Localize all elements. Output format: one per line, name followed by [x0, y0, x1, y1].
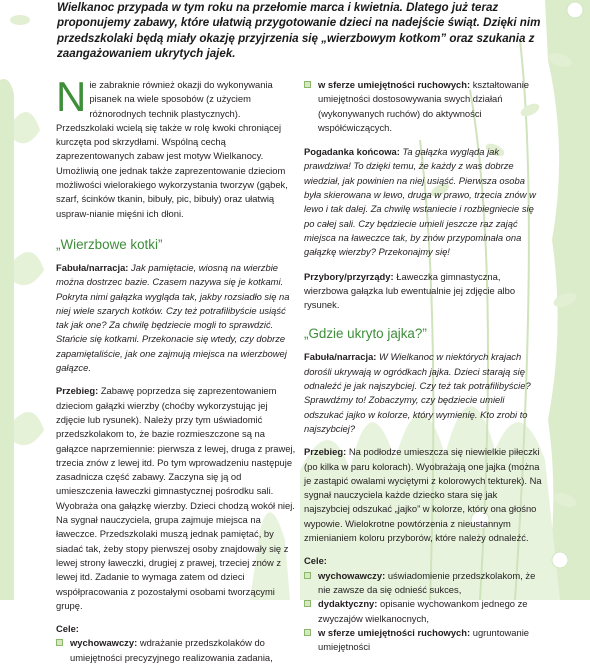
bullet-square-icon [304, 600, 311, 607]
procedure-paragraph: Przebieg: Zabawę poprzedza się zaprezentowaniem dzieciom gałązki wierzby (choćby wykorzystując jej zdjęcie lub rysunek). Należy przy tym uświadomić przedszkolakom to, że bazie rozmieszczone są na gałązce naprzemiennie: pierwsza z lewej, druga z prawej, trzecia znów z lewej itd. Po tym wprowadzeniu następuje zasadnicza część zabawy. Zaczyna się ją od umieszczenia ławeczki gimnastycznej pośrodku sali. Wyobraża ona gałązkę wierzby. Dzieci chodzą wokół niej. Na sygnał nauczyciela, grupa zajmuje miejsca na ławeczce. Przedszkolaki muszą jednak pamiętać, by siadać tak, żeby stopy pierwszej osoby znajdowały się z lewej strony ławeczki, drugiej z prawej, trzeciej znów z lewej itd. Zadanie to wymaga zatem od dzieci współpracowania z pozostałymi osobami tworzącymi grupę. [56, 385, 296, 611]
goal-item: wychowawczy: uświadomienie przedszkolakom, że nie zawsze da się odnieść sukces, [304, 569, 544, 598]
goals-list [304, 569, 544, 655]
section-heading-wierzbowe-kotki: „Wierzbowe kotki” [56, 236, 163, 252]
bullet-square-icon [304, 81, 311, 88]
goal-item: dydaktyczny: opisanie wychowankom jednego ze zwyczajów wielkanocnych, [304, 597, 544, 626]
goals-list [56, 636, 296, 665]
lead-paragraph: Nie zabraknie również okazji do wykonywania pisanek na wiele sposobów (z użyciem różnorodnych technik plastycznych). Przedszkolaki wcielą się także w rolę kwoki chroniącej kurczęta pod skrzydłami. Wspólną cechą zaprezentowanych zabaw jest motyw Wielkanocy. Umożliwią one jednak także zaprezentowanie dzieciom możliwości wielorakiego wykorzystania tworzyw (gąbek, szarf, ścinków tkanin, bibuły, pic, bibuły) oraz ułatwią uspraw-nianie mięśni ich dłoni. [56, 73, 288, 219]
narration-paragraph: Fabuła/narracja: W Wielkanoc w niektórych krajach dorośli ukrywają w ogródkach jajka. Dzieci starają się odnaleźć je jak najszybciej. Czy też tak potrafilibyście? Sprawdźmy to! Zobaczymy, czy będziecie umieli odszukać jajko w kolorze, który wymienię. Kto zrobi to najszybciej? [304, 351, 531, 434]
goal-item: w sferze umiejętności ruchowych: kształtowanie umiejętności dostosowywania swych działań (wykonywanych ruchów) do aktywności współćwiczących. [304, 78, 544, 135]
goal-item: w sferze umiejętności ruchowych: ugruntowanie umiejętności [304, 626, 544, 655]
intro-paragraph: Wielkanoc przypada w tym roku na przełomie marca i kwietnia. Dlatego już teraz proponujemy zabawy, które ułatwią przygotowanie dzieci na nadejście świąt. Dzięki nim przedszkolaki będą miały okazję przyjrzenia się „wierzbowym kotkom” oraz szukania z zaangażowaniem ukrytych jajek. [57, 1, 541, 61]
goals-label: Cele: [56, 623, 79, 635]
bullet-square-icon [56, 639, 63, 646]
narration-paragraph: Fabuła/narracja: Jak pamiętacie, wiosną na wierzbie można dostrzec bazie. Czasem nazywa się je kotkami. Pokryta nimi gałązka wygląda tak, jakby rozsiadło się na niej wiele szarych kotków. Czy też potrafilibyście usiąść tak jak one? Za chwilę będziecie mogli to sprawdzić. Stańcie się kotkami. Przekonacie się wtedy, czy dobrze zapamiętaliście, jak one zajmują miejsca na wierzbowej gałązce. [56, 261, 290, 374]
goal-item: wychowawczy: wdrażanie przedszkolaków do umiejętności precyzyjnego realizowania zadania, [56, 636, 296, 665]
procedure-paragraph: Przebieg: Na podłodze umieszcza się niewielkie piłeczki (po kilka w paru kolorach). Wyobrażają one jajka (można je zastąpić owalami wyciętymi z kolorowych tekturek). Na sygnał nauczyciela każde dziecko stara się jak najszybciej odszukać „jajko” w kolorze, który ona głośno wypowie. Wielokrotne powtórzenia z nieustannym zmienianiem koloru przyborów, które należy odnaleźć. [304, 446, 542, 544]
bullet-square-icon [304, 629, 311, 636]
goals-label: Cele: [304, 555, 327, 567]
closing-talk-paragraph: Pogadanka końcowa: Ta gałązka wygląda jak prawdziwa! To dzięki temu, że każdy z was dobrze wiedział, jak powinien na niej usiąść. Pierwsza osoba była skierowana w lewo, druga w prawo, trzecia znów w lewo i tak dalej. Za chwilę wstaniecie i rozbiegniecie się po całej sali. Czy będziecie umieli jeszcze raz zająć miejsca na ławeczce tak, by znów przypominała ona gałązkę wierzby? Przekonajmy się! [304, 146, 536, 258]
goals-list-continued [304, 78, 544, 135]
bullet-square-icon [304, 572, 311, 579]
left-column [56, 73, 296, 665]
drop-cap: N [56, 73, 87, 120]
right-column [304, 78, 544, 654]
section-heading-gdzie-ukryto-jajka: „Gdzie ukryto jajka?” [304, 326, 427, 342]
equipment-paragraph: Przybory/przyrządy: Ławeczka gimnastyczna, wierzbowa gałązka lub ewentualnie jej zdjęcie albo rysunek. [304, 270, 516, 311]
